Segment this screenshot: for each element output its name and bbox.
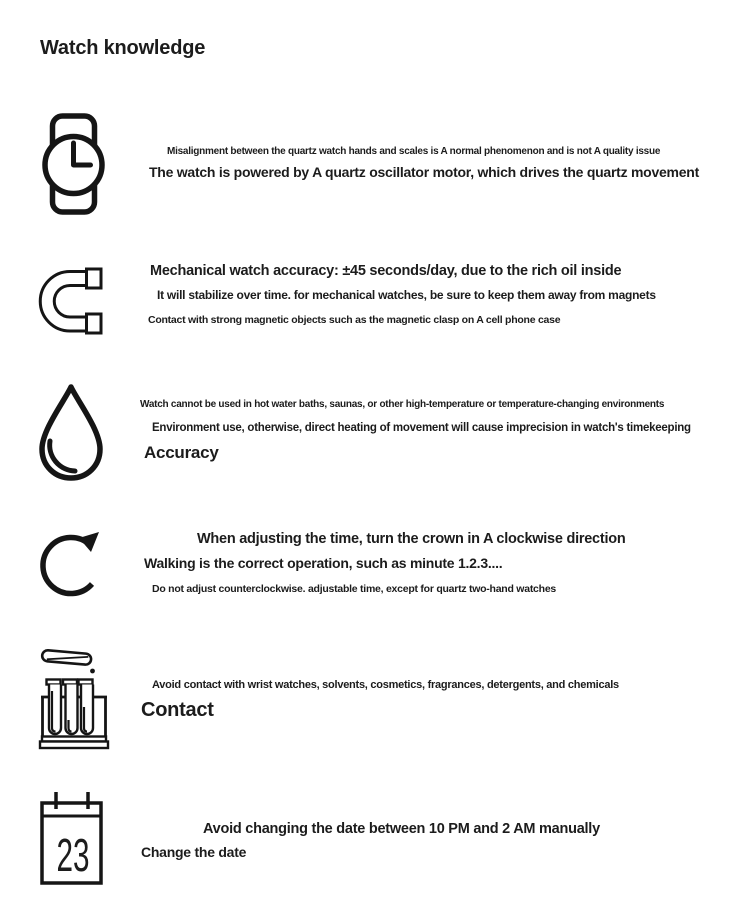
heading-accuracy: Accuracy [144,443,219,462]
clockwise-arrow-icon [41,524,109,602]
note-magnetic-objects: Contact with strong magnetic objects such as the magnetic clasp on A cell phone case [148,314,561,326]
note-avoid-chemicals: Avoid contact with wrist watches, solvents, cosmetics, fragrances, detergents, and chemicals [152,679,619,691]
heading-contact: Contact [141,699,214,721]
note-misalignment: Misalignment between the quartz watch hands and scales is A normal phenomenon and is not A quality issue [167,146,661,157]
calendar-icon [40,789,104,885]
water-drop-icon [38,383,104,483]
note-turn-crown-clockwise: When adjusting the time, turn the crown in A clockwise direction [197,531,626,547]
test-tubes-icon [39,642,109,754]
calendar-day-number: 23 [56,829,90,881]
magnet-icon [38,267,104,335]
note-quartz-motor: The watch is powered by A quartz oscillator motor, which drives the quartz movement [149,164,699,180]
note-correct-operation: Walking is the correct operation, such as minute 1.2.3.... [144,555,503,571]
note-hot-water: Watch cannot be used in hot water baths, saunas, or other high-temperature or temperature-changing environments [140,399,665,410]
note-mechanical-accuracy: Mechanical watch accuracy: ±45 seconds/day, due to the rich oil inside [150,263,622,279]
note-no-counterclockwise: Do not adjust counterclockwise. adjustable time, except for quartz two-hand watches [152,583,556,595]
note-avoid-date-change: Avoid changing the date between 10 PM and 2 AM manually [203,821,600,837]
page-title: Watch knowledge [40,37,206,59]
note-heating-imprecision: Environment use, otherwise, direct heating of movement will cause imprecision in watch's timekeeping [152,422,691,434]
heading-change-date: Change the date [141,844,247,860]
note-stabilize-magnets: It will stabilize over time. for mechanical watches, be sure to keep them away from magnets [157,288,656,302]
wristwatch-icon [40,112,106,216]
